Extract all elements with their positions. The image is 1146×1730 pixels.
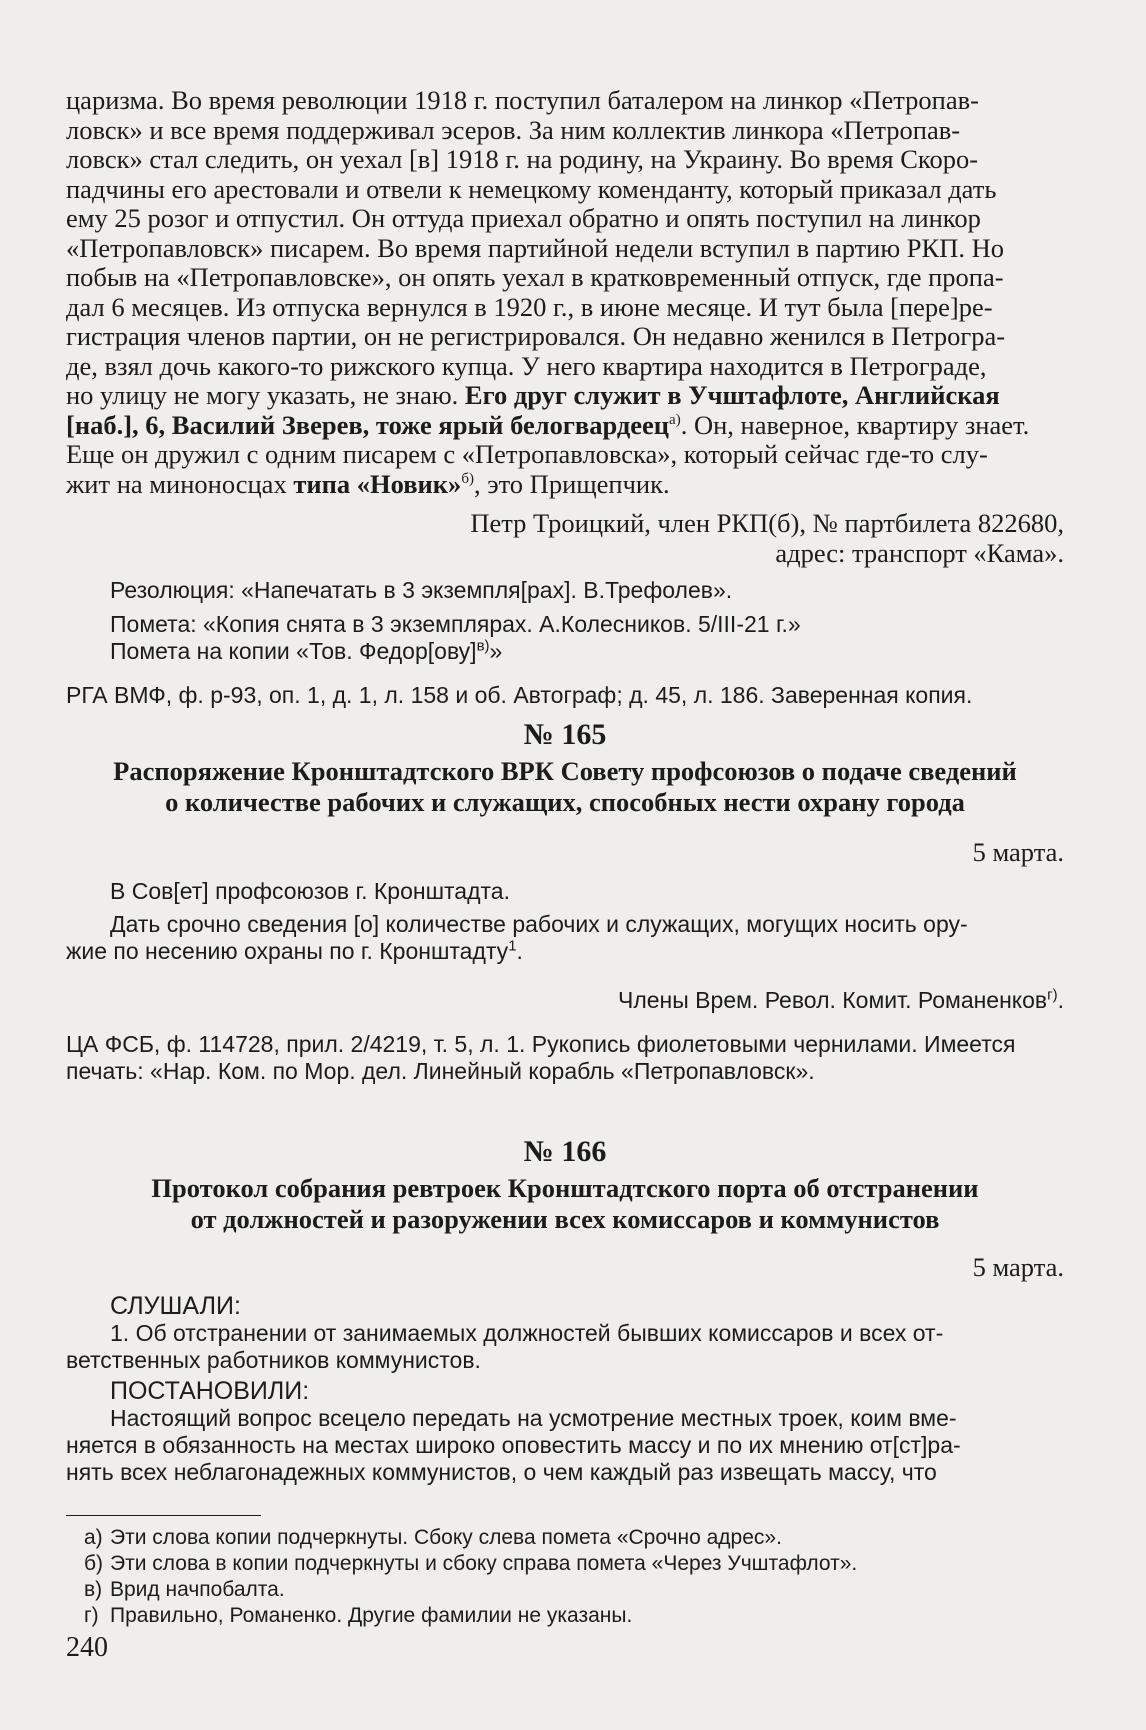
mark-note: Помета: «Копия снята в 3 экземплярах. А.Колесников. 5/III-21 г.» (110, 611, 801, 637)
footnote-ref: 1 (508, 936, 517, 954)
footnote-ref: в) (476, 637, 490, 655)
text-fragment: жие по несению охраны по г. Кронштадту (66, 937, 509, 964)
footnote-text: Врид начпобалта. (110, 1578, 285, 1601)
footnote (66, 1551, 1064, 1577)
text-line: ловск» стал следить, он уехал [в] 1918 г. на родину, на Украину. Во время Скоро- (66, 144, 979, 174)
footnote (66, 1603, 1064, 1629)
document-title: Распоряжение Кронштадтского ВРК Совету профсоюзов о подаче сведений (113, 756, 1017, 786)
document-date: 5 марта. (972, 837, 1064, 867)
document-title: о количестве рабочих и служащих, способных нести охрану города (165, 787, 965, 817)
bold-fragment: Его друг служит в Учштафлоте, Английская (464, 380, 1000, 410)
text-fragment: . Он, наверное, квартиру знает. (680, 409, 1030, 440)
text-line: Настоящий вопрос всецело передать на усмотрение местных троек, коим вме- (110, 1404, 957, 1431)
footnote-mark: в) (84, 1578, 103, 1601)
document-166 (66, 1135, 1064, 1486)
section-label: ПОСТАНОВИЛИ: (110, 1376, 310, 1405)
signature-line: адрес: транспорт «Кама». (775, 537, 1064, 568)
text-line: дал 6 месяцев. Из отпуска вернулся в 1920 г., в июне месяце. И тут была [пере]ре- (66, 291, 993, 322)
text-fragment: жит на миноносцах (66, 468, 294, 499)
text-line (66, 411, 1064, 441)
text-line: 1. Об отстранении от занимаемых должностей бывших комиссаров и всех от- (110, 1319, 944, 1346)
text-line (66, 381, 1064, 411)
archive-reference: печать: «Нар. Ком. по Мор. дел. Линейный корабль «Петропавловск». (66, 1057, 815, 1084)
archive-reference: РГА ВМФ, ф. р-93, оп. 1, д. 1, л. 158 и об. Автограф; д. 45, л. 186. Заверенная копия. (66, 682, 973, 708)
document-165 (66, 718, 1064, 1085)
footnote-divider (66, 1515, 261, 1516)
text-fragment: . (516, 937, 523, 964)
mark-note (66, 638, 1064, 665)
document-title: от должностей и разоружении всех комиссаров и коммунистов (190, 1204, 940, 1234)
text-line: побыв на «Петропавловске», он опять уехал в кратковременный отпуск, где пропа- (66, 262, 1004, 292)
footnote-mark: г) (84, 1604, 99, 1627)
section-label: СЛУШАЛИ: (110, 1291, 241, 1320)
document-title: Протокол собрания ревтроек Кронштадтского порта об отстранении (151, 1173, 979, 1203)
text-line: няется в обязанность на местах широко оповестить массу и по их мнению от[ст]ра- (66, 1431, 961, 1458)
document-number: № 166 (523, 1135, 607, 1168)
text-line: ловск» и все время поддерживал эсеров. За ним коллектив линкора «Петропав- (66, 114, 961, 145)
footnote-text: Эти слова копии подчеркнуты. Сбоку слева помета «Срочно адрес». (110, 1526, 782, 1549)
notes-block (66, 577, 1064, 709)
footnote-mark: б) (84, 1552, 104, 1575)
signature-line (66, 987, 1064, 1014)
footnote-text: Правильно, Романенко. Другие фамилии не указаны. (110, 1604, 633, 1627)
addressee: В Сов[ет] профсоюзов г. Кронштадта. (110, 877, 510, 904)
text-line (66, 470, 1064, 500)
text-line: гистрация членов партии, он не регистрировался. Он недавно женился в Петрогра- (66, 321, 1006, 351)
text-fragment: Члены Врем. Револ. Комит. Романенков (618, 986, 1048, 1013)
document-number: № 165 (523, 718, 607, 751)
document-date: 5 марта. (972, 1252, 1064, 1282)
text-line: Еще он дружил с одним писарем с «Петропавловска», который сейчас где-то слу- (66, 439, 988, 469)
signature-block (66, 509, 1064, 568)
text-line: Дать срочно сведения [о] количестве рабочих и служащих, могущих носить ору- (110, 910, 968, 937)
page-number: 240 (66, 1632, 108, 1663)
bold-fragment: [наб.], 6, Василий Зверев, тоже ярый белогвардеец (66, 409, 670, 440)
text-line: падчины его арестовали и отвели к немецкому коменданту, который приказал дать (66, 173, 997, 204)
intro-paragraph (66, 86, 1064, 499)
text-line: «Петропавловск» писарем. Во время партийной недели вступил в партию РКП. Но (66, 232, 1004, 263)
footnote (66, 1577, 1064, 1603)
footnote (66, 1525, 1064, 1551)
text-line (66, 938, 1064, 965)
text-fragment: . (1057, 986, 1064, 1013)
footnote-mark: а) (84, 1526, 103, 1549)
text-fragment: , это Прищепчик. (473, 468, 670, 499)
resolution: Резолюция: «Напечатать в 3 экземпля[рах]. В.Трефолев». (110, 577, 733, 603)
text-fragment: » (489, 638, 503, 664)
text-line: ему 25 розог и отпустил. Он оттуда приехал обратно и опять поступил на линкор (66, 203, 981, 233)
signature-line: Петр Троицкий, член РКП(б), № партбилета 822680, (470, 508, 1064, 538)
bold-fragment: типа «Новик» (293, 468, 462, 499)
text-fragment: но улицу не могу указать, не знаю. (66, 380, 465, 410)
text-fragment: Помета на копии «Тов. Федор[ову] (110, 638, 477, 664)
footnotes (66, 1525, 1064, 1629)
text-line: царизма. Во время революции 1918 г. поступил баталером на линкор «Петропав- (66, 85, 979, 115)
footnote-ref: г) (1047, 985, 1058, 1003)
text-line: ветственных работников коммунистов. (66, 1346, 481, 1373)
text-line: нять всех неблагонадежных коммунистов, о чем каждый раз извещать массу, что (66, 1458, 937, 1485)
footnote-ref: б) (461, 470, 474, 487)
footnote-text: Эти слова в копии подчеркнуты и сбоку справа помета «Через Учштафлот». (110, 1552, 858, 1575)
text-line: де, взял дочь какого-то рижского купца. У него квартира находится в Петрограде, (66, 350, 987, 381)
footnote-ref: а) (669, 411, 681, 428)
archive-reference: ЦА ФСБ, ф. 114728, прил. 2/4219, т. 5, л. 1. Рукопись фиолетовыми чернилами. Имеется (66, 1030, 1016, 1057)
